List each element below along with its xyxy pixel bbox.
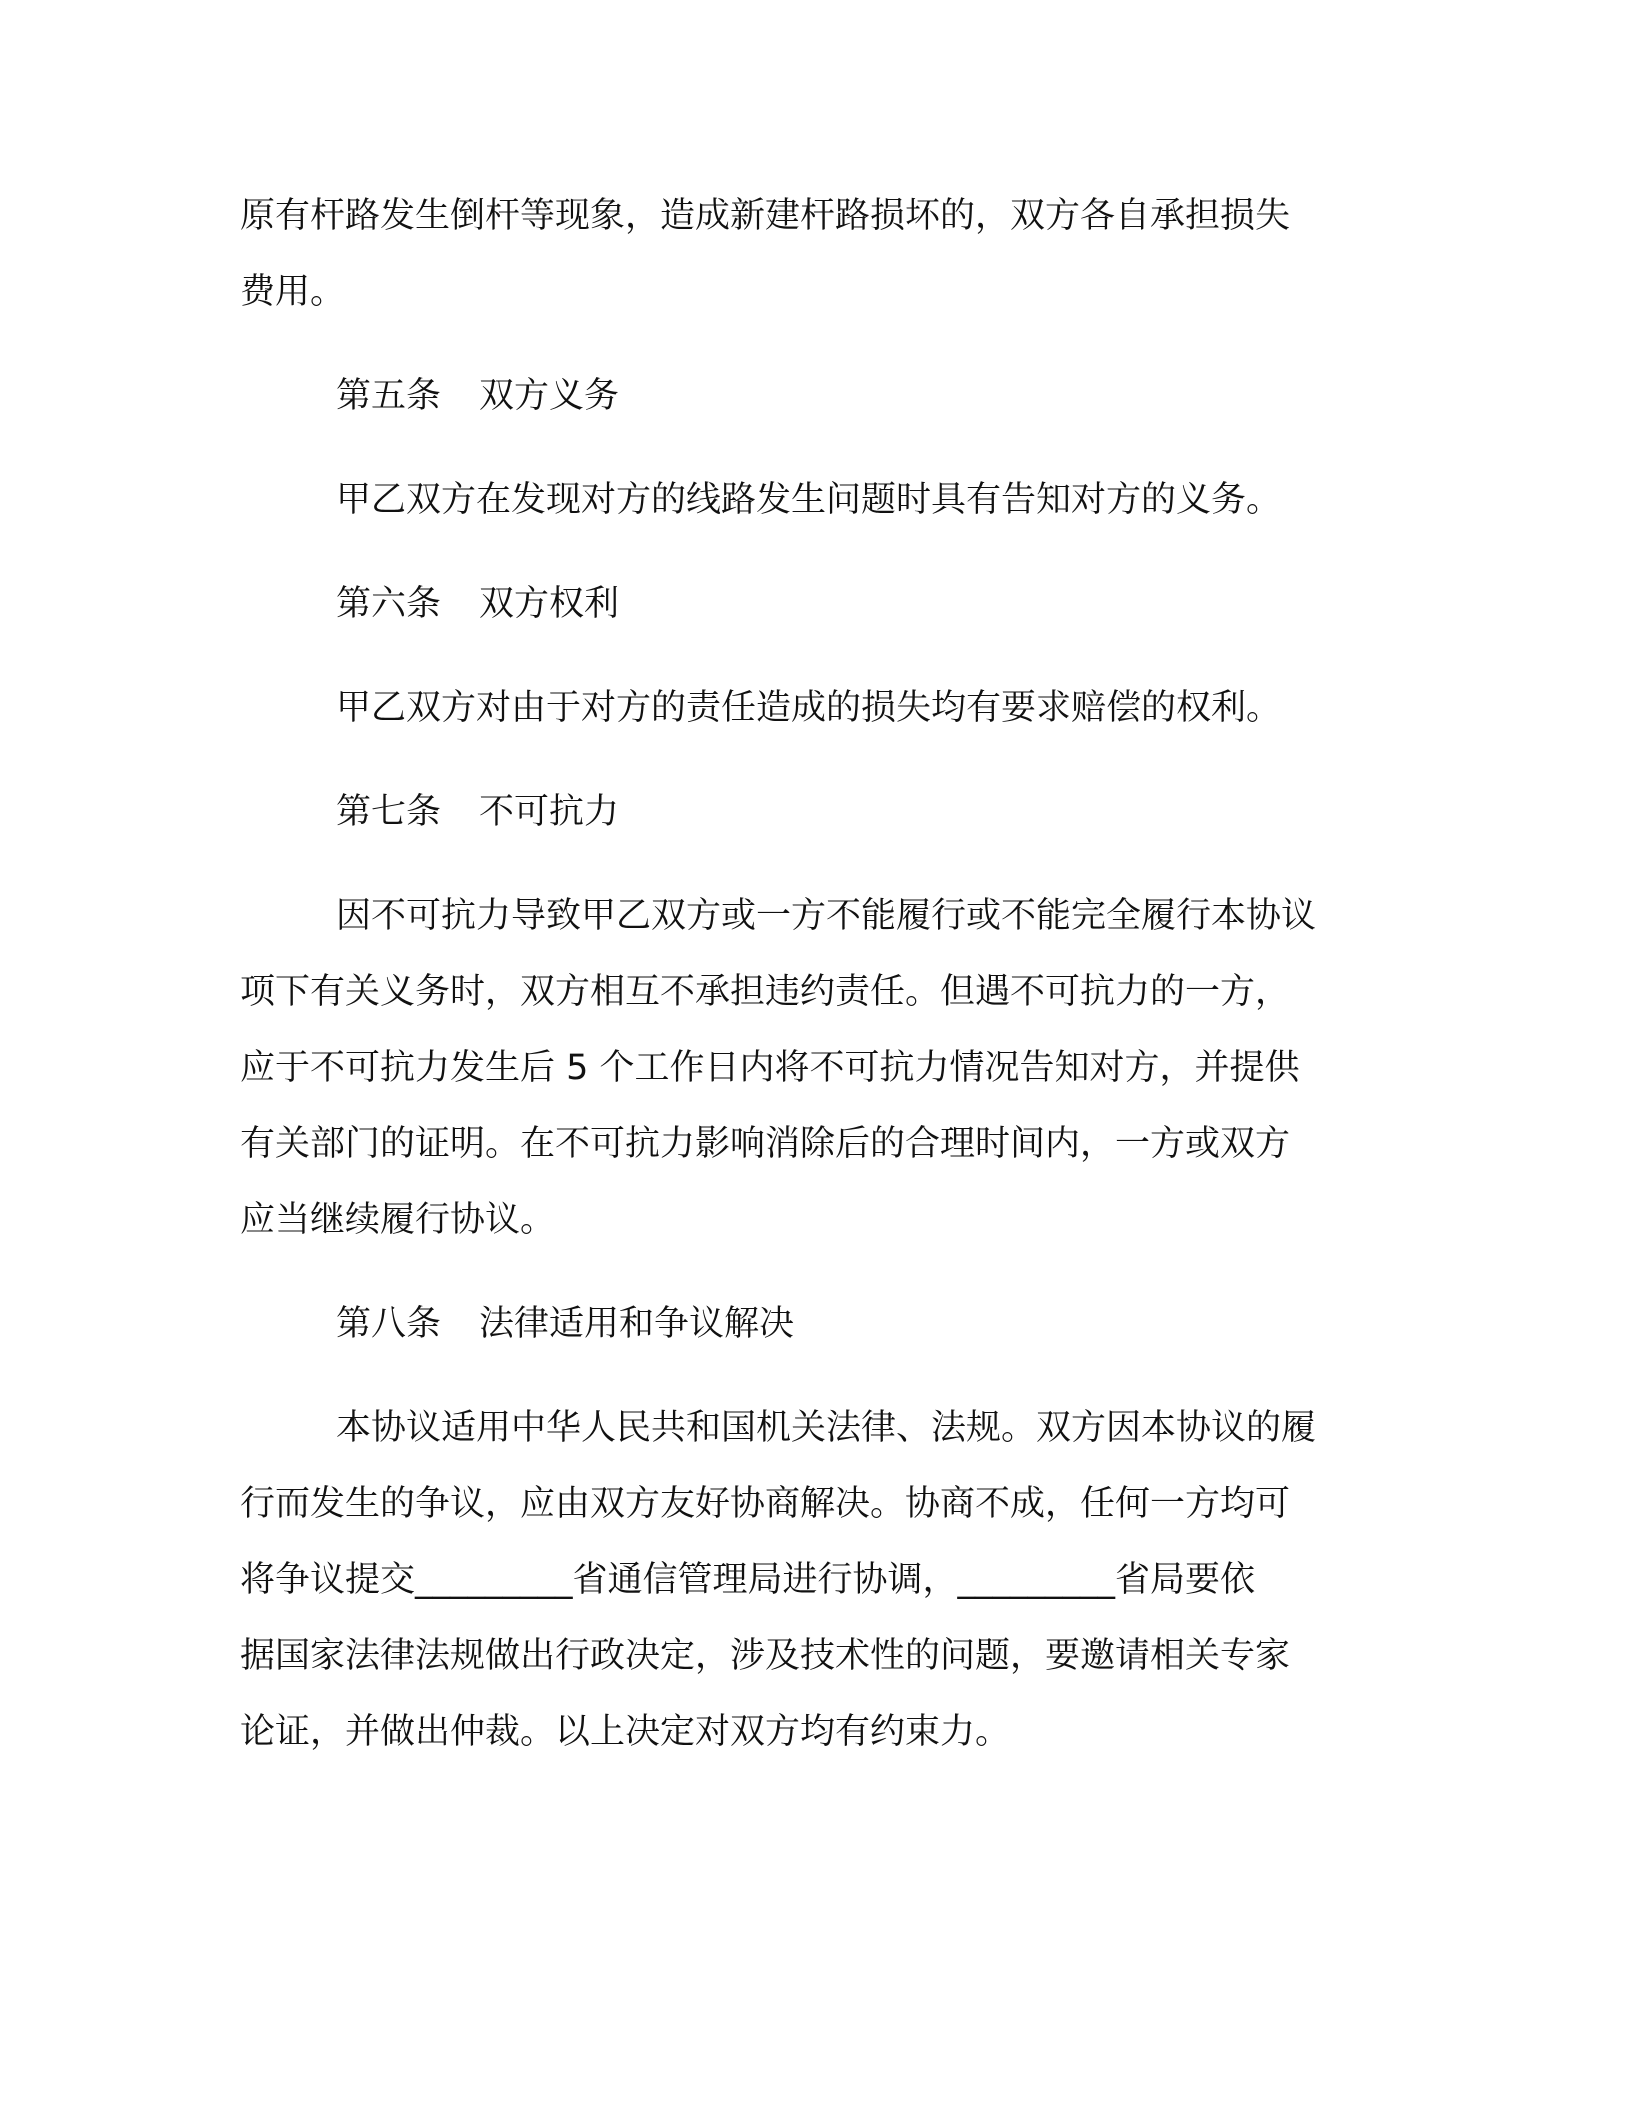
- article-number: 第五条: [336, 376, 442, 416]
- paragraph-line: 原有杆路发生倒杆等现象，造成新建杆路损坏的，双方各自承担损失: [240, 196, 1291, 236]
- article-5-heading: [240, 358, 1390, 434]
- paragraph-line: 项下有关义务时，双方相互不承担违约责任。但遇不可抗力的一方，: [240, 972, 1291, 1012]
- paragraph-line: 将争议提交_________省通信管理局进行协调，_________省局要依: [240, 1560, 1256, 1600]
- paragraph-line: 据国家法律法规做出行政决定，涉及技术性的问题，要邀请相关专家: [240, 1636, 1291, 1676]
- article-8-body: [240, 1390, 1390, 1770]
- paragraph-line: 行而发生的争议，应由双方友好协商解决。协商不成，任何一方均可: [240, 1484, 1291, 1524]
- paragraph-line: 论证，并做出仲裁。以上决定对双方均有约束力。: [240, 1712, 1011, 1752]
- article-7-heading: [240, 774, 1390, 850]
- article-7-body: [240, 878, 1390, 1258]
- document-body: [240, 178, 1390, 1798]
- paragraph-line: 应于不可抗力发生后 5 个工作日内将不可抗力情况告知对方，并提供: [240, 1048, 1300, 1088]
- article-title: 双方权利: [479, 584, 620, 624]
- article-8-heading: [240, 1286, 1390, 1362]
- article-number: 第七条: [336, 792, 442, 832]
- article-number: 第八条: [336, 1304, 442, 1344]
- article-5-body: 甲乙双方在发现对方的线路发生问题时具有告知对方的义务。: [336, 480, 1282, 520]
- continuation-paragraph: [240, 178, 1390, 330]
- paragraph-line: 费用。: [240, 272, 346, 312]
- paragraph-line: 有关部门的证明。在不可抗力影响消除后的合理时间内，一方或双方: [240, 1124, 1291, 1164]
- paragraph-line: 因不可抗力导致甲乙双方或一方不能履行或不能完全履行本协议: [336, 896, 1317, 936]
- article-title: 不可抗力: [479, 792, 620, 832]
- article-number: 第六条: [336, 584, 442, 624]
- paragraph-line: 本协议适用中华人民共和国机关法律、法规。双方因本协议的履: [336, 1408, 1317, 1448]
- article-title: 法律适用和争议解决: [479, 1304, 795, 1344]
- paragraph-line: 应当继续履行协议。: [240, 1200, 556, 1240]
- article-6-body: 甲乙双方对由于对方的责任造成的损失均有要求赔偿的权利。: [336, 688, 1282, 728]
- article-6-heading: [240, 566, 1390, 642]
- article-title: 双方义务: [479, 376, 620, 416]
